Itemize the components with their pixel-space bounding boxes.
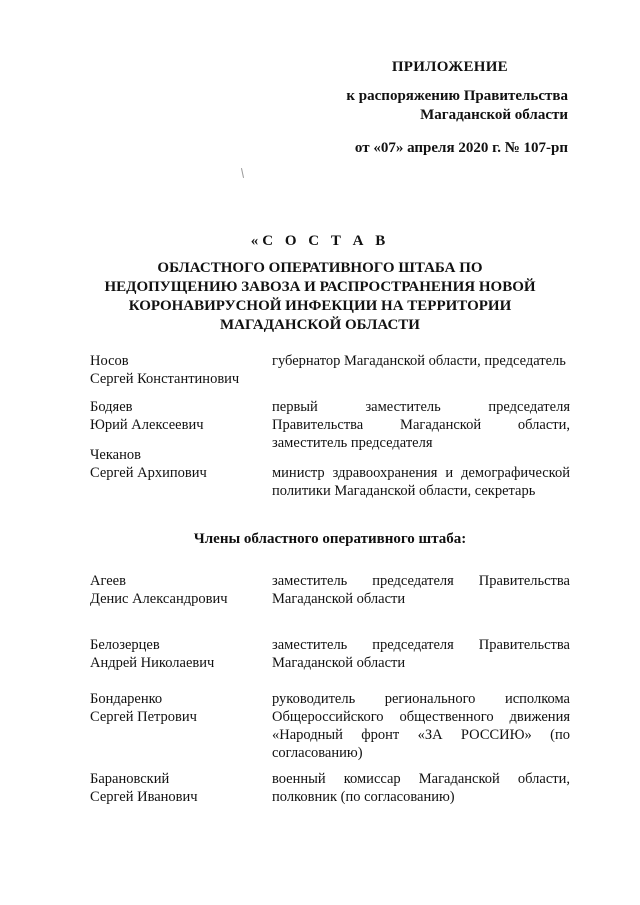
- person-given-name: Сергей Архипович: [90, 465, 207, 481]
- heading-line: МАГАДАНСКОЙ ОБЛАСТИ: [220, 317, 420, 333]
- person-surname: Барановский: [90, 771, 170, 787]
- heading-line: ОБЛАСТНОГО ОПЕРАТИВНОГО ШТАБА ПО: [157, 260, 483, 276]
- person-name: [90, 352, 265, 388]
- person-name: [90, 636, 265, 672]
- appendix-date-line: от «07» апреля 2020 г. № 107-рп: [354, 140, 568, 156]
- scan-speck: [241, 168, 244, 178]
- person-name: [90, 690, 265, 726]
- person-given-name: Сергей Петрович: [90, 709, 197, 725]
- document-heading: [90, 232, 550, 335]
- person-role: губернатор Магаданской области, председатель: [272, 353, 566, 369]
- person-surname: Чеканов: [90, 447, 141, 463]
- appendix-block: [308, 58, 568, 158]
- person-given-name: Денис Александрович: [90, 591, 228, 607]
- person-given-name: Андрей Николаевич: [90, 655, 215, 671]
- person-surname: Носов: [90, 353, 129, 369]
- person-given-name: Юрий Алексеевич: [90, 417, 204, 433]
- person-given-name: Сергей Константинович: [90, 371, 240, 387]
- person-name: [90, 398, 265, 434]
- person-role: заместитель председателя Правительства Магаданской области: [272, 637, 570, 671]
- appendix-region-line: Магаданской области: [420, 107, 568, 123]
- appendix-order-line: к распоряжению Правительства: [346, 88, 568, 104]
- person-surname: Бодяев: [90, 399, 133, 415]
- person-role: руководитель регионального исполкома Общероссийского общественного движения «Народный фронт «ЗА РОССИЮ» (по согласованию): [272, 691, 570, 761]
- heading-line: НЕДОПУЩЕНИЮ ЗАВОЗА И РАСПРОСТРАНЕНИЯ НОВОЙ: [104, 279, 536, 295]
- members-title: Члены областного оперативного штаба:: [193, 531, 467, 547]
- person-name: [90, 446, 265, 482]
- person-role: первый заместитель председателя Правительства Магаданской области, заместитель председателя: [272, 399, 570, 451]
- person-surname: Бондаренко: [90, 691, 163, 707]
- heading-sostav: «С О С Т А В: [250, 233, 390, 249]
- appendix-title: ПРИЛОЖЕНИЕ: [391, 59, 508, 75]
- person-role: заместитель председателя Правительства Магаданской области: [272, 573, 570, 607]
- person-role: военный комиссар Магаданской области, полковник (по согласованию): [272, 771, 570, 805]
- person-surname: Белозерцев: [90, 637, 160, 653]
- person-name: [90, 770, 265, 806]
- person-name: [90, 572, 265, 608]
- heading-line: КОРОНАВИРУСНОЙ ИНФЕКЦИИ НА ТЕРРИТОРИИ: [128, 298, 512, 314]
- person-surname: Агеев: [90, 573, 126, 589]
- person-given-name: Сергей Иванович: [90, 789, 198, 805]
- person-role: министр здравоохранения и демографической политики Магаданской области, секретарь: [272, 465, 570, 499]
